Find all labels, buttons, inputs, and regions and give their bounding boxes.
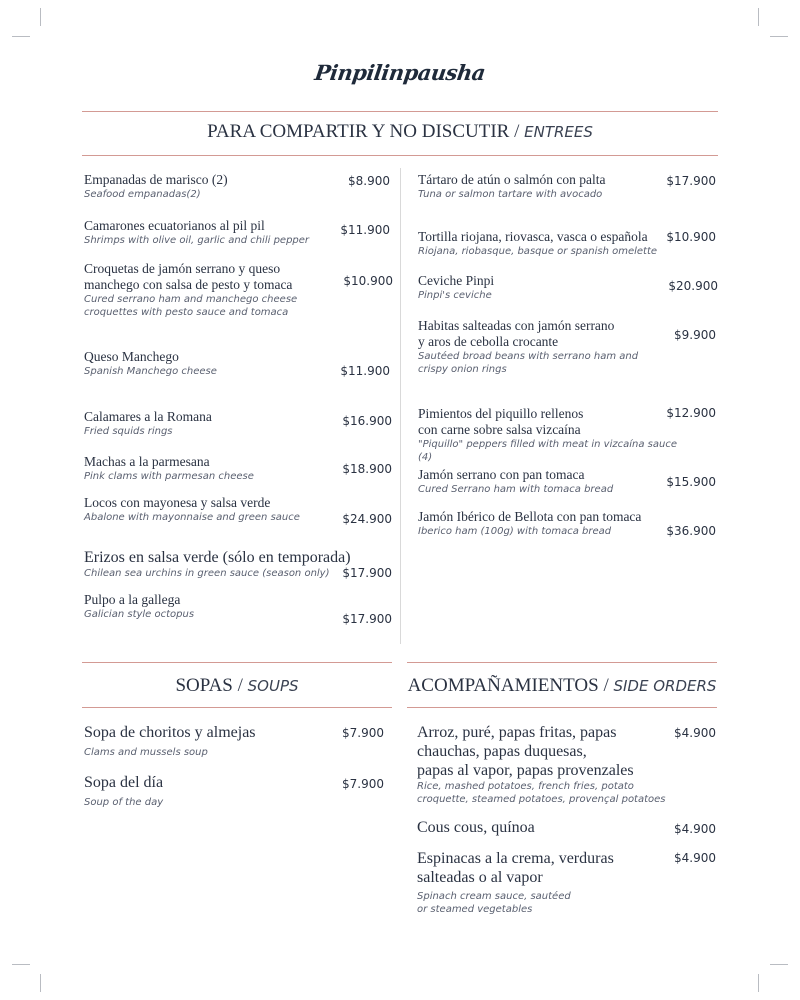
crop-mark	[758, 974, 759, 992]
item-name: Jamón Ibérico de Bellota con pan tomaca	[418, 509, 642, 524]
menu-item	[84, 495, 344, 524]
item-name: Cous cous, quínoa	[417, 819, 535, 836]
divider	[82, 707, 392, 708]
item-name: Habitas salteadas con jamón serrano y aros de cebolla crocante	[418, 318, 615, 349]
item-description: Riojana, riobasque, basque or spanish omelette	[418, 246, 658, 257]
item-description: Iberico ham (100g) with tomaca bread	[418, 526, 612, 537]
menu-item	[84, 218, 344, 247]
menu-item	[418, 406, 678, 464]
item-description: Abalone with mayonnaise and green sauce	[84, 512, 300, 523]
item-description: Soup of the day	[84, 797, 164, 808]
menu-item	[84, 454, 344, 483]
column-divider	[400, 168, 401, 644]
item-description: Galician style octopus	[84, 609, 195, 620]
item-name: Tortilla riojana, riovasca, vasca o española	[418, 229, 648, 244]
section-separator: /	[237, 675, 243, 696]
item-price: $4.900	[674, 851, 716, 865]
item-name: Sopa de choritos y almejas	[84, 724, 256, 741]
item-price: $18.900	[342, 462, 392, 476]
item-description: Shrimps with olive oil, garlic and chili pepper	[84, 235, 310, 246]
section-title-en: SIDE ORDERS	[613, 677, 717, 695]
menu-item	[418, 318, 678, 376]
item-name: Ceviche Pinpi	[418, 273, 495, 288]
item-description: Pinpi's ceviche	[418, 290, 492, 301]
item-name: Espinacas a la crema, verduras salteadas o al vapor	[417, 850, 614, 886]
section-title-es: PARA COMPARTIR Y NO DISCUTIR	[207, 121, 510, 142]
menu-item	[84, 349, 344, 378]
menu-item	[417, 723, 677, 806]
item-description: Spanish Manchego cheese	[84, 366, 217, 377]
menu-item	[418, 467, 678, 496]
crop-mark	[770, 964, 788, 965]
item-price: $16.900	[342, 414, 392, 428]
crop-mark	[12, 964, 30, 965]
item-description: Rice, mashed potatoes, french fries, potato croquette, steamed potatoes, provençal potatoes	[417, 781, 666, 805]
item-description: Seafood empanadas(2)	[84, 189, 201, 200]
item-name: Sopa del día	[84, 774, 164, 791]
item-name: Erizos en salsa verde (sólo en temporada)	[84, 549, 351, 566]
section-title-en: ENTREES	[524, 123, 593, 141]
item-price: $10.900	[666, 230, 716, 244]
menu-item	[418, 509, 678, 538]
menu-item	[84, 172, 344, 201]
item-name: Locos con mayonesa y salsa verde	[84, 495, 271, 510]
item-price: $8.900	[348, 174, 390, 188]
crop-mark	[40, 8, 41, 26]
divider	[407, 662, 717, 663]
divider	[82, 155, 718, 156]
item-name: Machas a la parmesana	[84, 454, 210, 469]
item-description: Spinach cream sauce, sautéed or steamed vegetables	[417, 891, 571, 915]
section-title-es: ACOMPAÑAMIENTOS	[407, 675, 599, 696]
section-title-entrees	[82, 121, 718, 143]
item-name: Arroz, puré, papas fritas, papas chauchas, papas duquesas, papas al vapor, papas provenzales	[417, 724, 634, 779]
item-description: Sautéed broad beans with serrano ham and crispy onion rings	[418, 351, 639, 375]
item-name: Queso Manchego	[84, 349, 179, 364]
item-price: $11.900	[340, 364, 390, 378]
item-description: Fried squids rings	[84, 426, 173, 437]
divider	[82, 662, 392, 663]
item-price: $11.900	[340, 223, 390, 237]
crop-mark	[770, 36, 788, 37]
brand-logo: Pinpilinpausha	[313, 60, 487, 85]
item-name: Camarones ecuatorianos al pil pil	[84, 218, 265, 233]
item-description: Pink clams with parmesan cheese	[84, 471, 254, 482]
item-price: $9.900	[674, 328, 716, 342]
item-name: Pulpo a la gallega	[84, 592, 181, 607]
item-description: Cured Serrano ham with tomaca bread	[418, 484, 614, 495]
menu-item	[418, 229, 678, 258]
menu-item	[84, 261, 344, 319]
section-title-es: SOPAS	[175, 675, 233, 696]
crop-mark	[40, 974, 41, 992]
item-description: Tuna or salmon tartare with avocado	[418, 189, 603, 200]
item-price: $4.900	[674, 726, 716, 740]
item-price: $7.900	[342, 726, 384, 740]
menu-item	[417, 849, 677, 916]
item-price: $17.900	[342, 612, 392, 626]
section-title-sides	[407, 675, 717, 697]
section-title-soups	[82, 675, 392, 697]
section-separator: /	[603, 675, 609, 696]
section-title-en: SOUPS	[247, 677, 299, 695]
menu-item	[84, 723, 334, 759]
item-description: Clams and mussels soup	[84, 747, 208, 758]
menu-item	[417, 818, 677, 837]
menu-item	[418, 172, 678, 201]
menu-item	[418, 273, 678, 302]
crop-mark	[758, 8, 759, 26]
item-price: $24.900	[342, 512, 392, 526]
item-description: Cured serrano ham and manchego cheese croquettes with pesto sauce and tomaca	[84, 294, 298, 318]
item-description: "Piquillo" peppers filled with meat in vizcaína sauce (4)	[418, 439, 677, 463]
item-name: Croquetas de jamón serrano y queso manchego con salsa de pesto y tomaca	[84, 261, 293, 292]
item-name: Calamares a la Romana	[84, 409, 212, 424]
divider	[407, 707, 717, 708]
item-price: $7.900	[342, 777, 384, 791]
item-name: Tártaro de atún o salmón con palta	[418, 172, 606, 187]
item-price: $17.900	[342, 566, 392, 580]
menu-item	[84, 773, 334, 809]
divider	[82, 111, 718, 112]
item-description: Chilean sea urchins in green sauce (season only)	[84, 568, 330, 579]
item-name: Pimientos del piquillo rellenos con carne sobre salsa vizcaína	[418, 406, 584, 437]
item-name: Empanadas de marisco (2)	[84, 172, 228, 187]
section-separator: /	[514, 121, 520, 142]
item-price: $15.900	[666, 475, 716, 489]
item-price: $4.900	[674, 822, 716, 836]
item-price: $12.900	[666, 406, 716, 420]
menu-item	[84, 409, 344, 438]
item-price: $36.900	[666, 524, 716, 538]
item-price: $20.900	[668, 279, 718, 293]
item-price: $17.900	[666, 174, 716, 188]
menu-item	[84, 592, 344, 621]
item-name: Jamón serrano con pan tomaca	[418, 467, 585, 482]
crop-mark	[12, 36, 30, 37]
item-price: $10.900	[343, 274, 393, 288]
